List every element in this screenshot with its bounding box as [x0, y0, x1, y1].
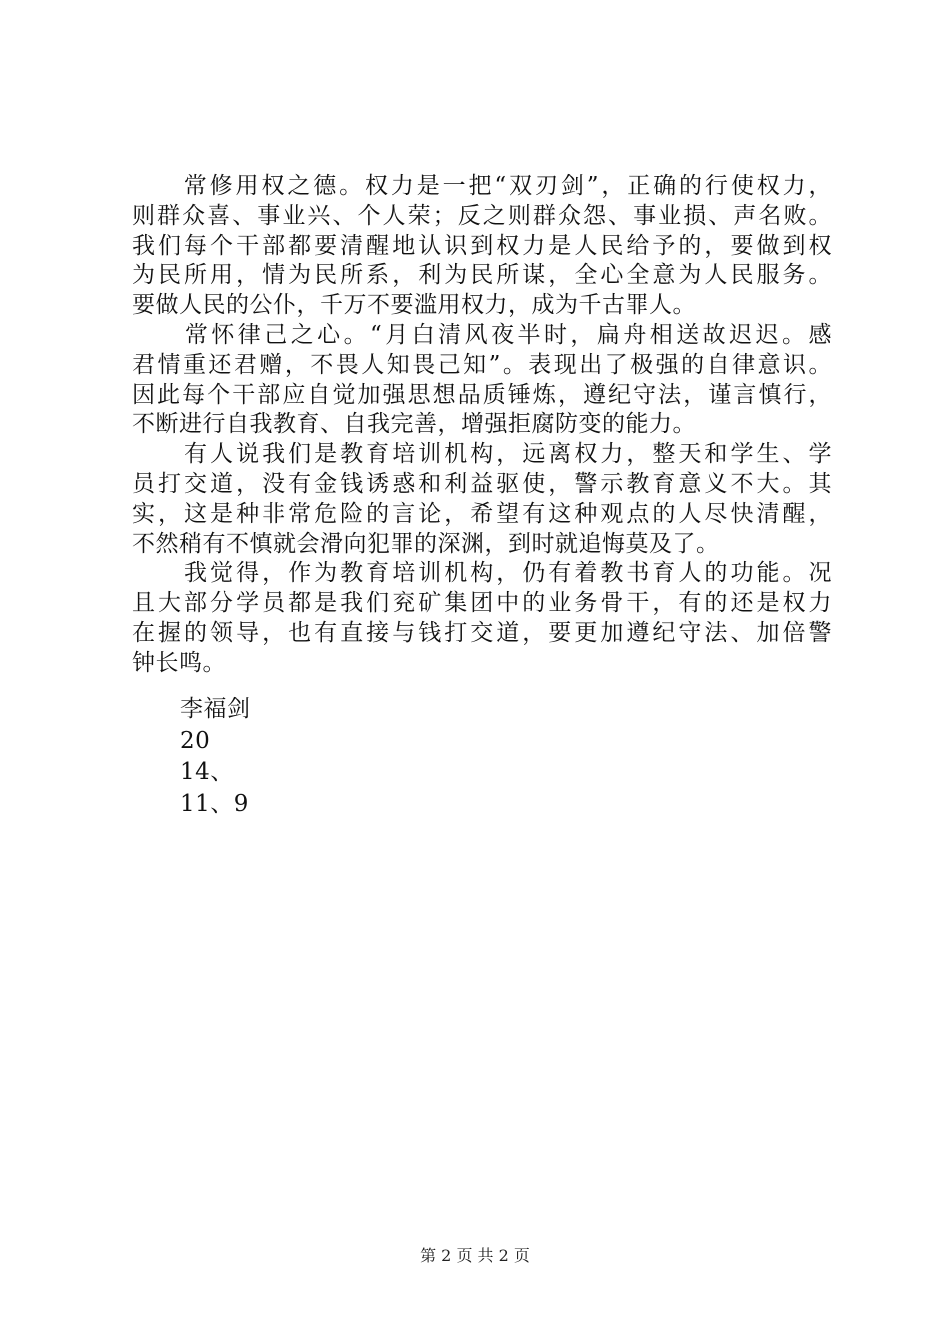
signature-date-line: 14、: [180, 759, 234, 785]
text-line: 员打交道，没有金钱诱惑和利益驱使，警示教育意义不大。其: [132, 470, 832, 497]
text-line: 要做人民的公仆，千万不要滥用权力，成为千古罪人。: [132, 292, 696, 319]
document-body: [132, 172, 832, 679]
text-line: 且大部分学员都是我们兖矿集团中的业务骨干，有的还是权力: [132, 590, 832, 617]
text-line: 常修用权之德。权力是一把“双刃剑”，正确的行使权力，: [132, 173, 832, 199]
text-line: 君情重还君赠，不畏人知畏己知”。表现出了极强的自律意识。: [132, 351, 832, 378]
page-footer: 第 2 页 共 2 页: [420, 1246, 530, 1265]
text-line: 常怀律己之心。“月白清风夜半时，扁舟相送故迟迟。感: [132, 321, 832, 348]
text-line: 则群众喜、事业兴、个人荣；反之则群众怨、事业损、声名败。: [132, 202, 832, 229]
text-line: 不断进行自我教育、自我完善，增强拒腐防变的能力。: [132, 411, 696, 438]
text-line: 为民所用，情为民所系，利为民所谋，全心全意为人民服务。: [132, 262, 832, 289]
paragraph-power-ethics: [132, 172, 832, 321]
text-line: 不然稍有不慎就会滑向犯罪的深渊，到时就追悔莫及了。: [132, 530, 720, 557]
signature-date-line: 20: [180, 727, 211, 754]
text-line: 我觉得，作为教育培训机构，仍有着教书育人的功能。况: [132, 560, 832, 587]
signature-date-line: 11、9: [180, 790, 249, 817]
text-line: 实，这是种非常危险的言论，希望有这种观点的人尽快清醒，: [132, 500, 832, 527]
text-line: 因此每个干部应自觉加强思想品质锤炼，遵纪守法，谨言慎行，: [132, 381, 832, 408]
paragraph-conclusion: [132, 559, 832, 678]
text-line: 钟长鸣。: [132, 649, 226, 676]
paragraph-self-discipline: [132, 321, 832, 440]
paragraph-training-institution: [132, 440, 832, 559]
text-line: 在握的领导，也有直接与钱打交道，要更加遵纪守法、加倍警: [132, 619, 832, 646]
signature-name: 李福剑: [180, 696, 251, 722]
signature-block: [180, 694, 251, 820]
text-line: 有人说我们是教育培训机构，远离权力，整天和学生、学: [132, 441, 832, 468]
text-line: 我们每个干部都要清醒地认识到权力是人民给予的，要做到权: [132, 232, 832, 259]
